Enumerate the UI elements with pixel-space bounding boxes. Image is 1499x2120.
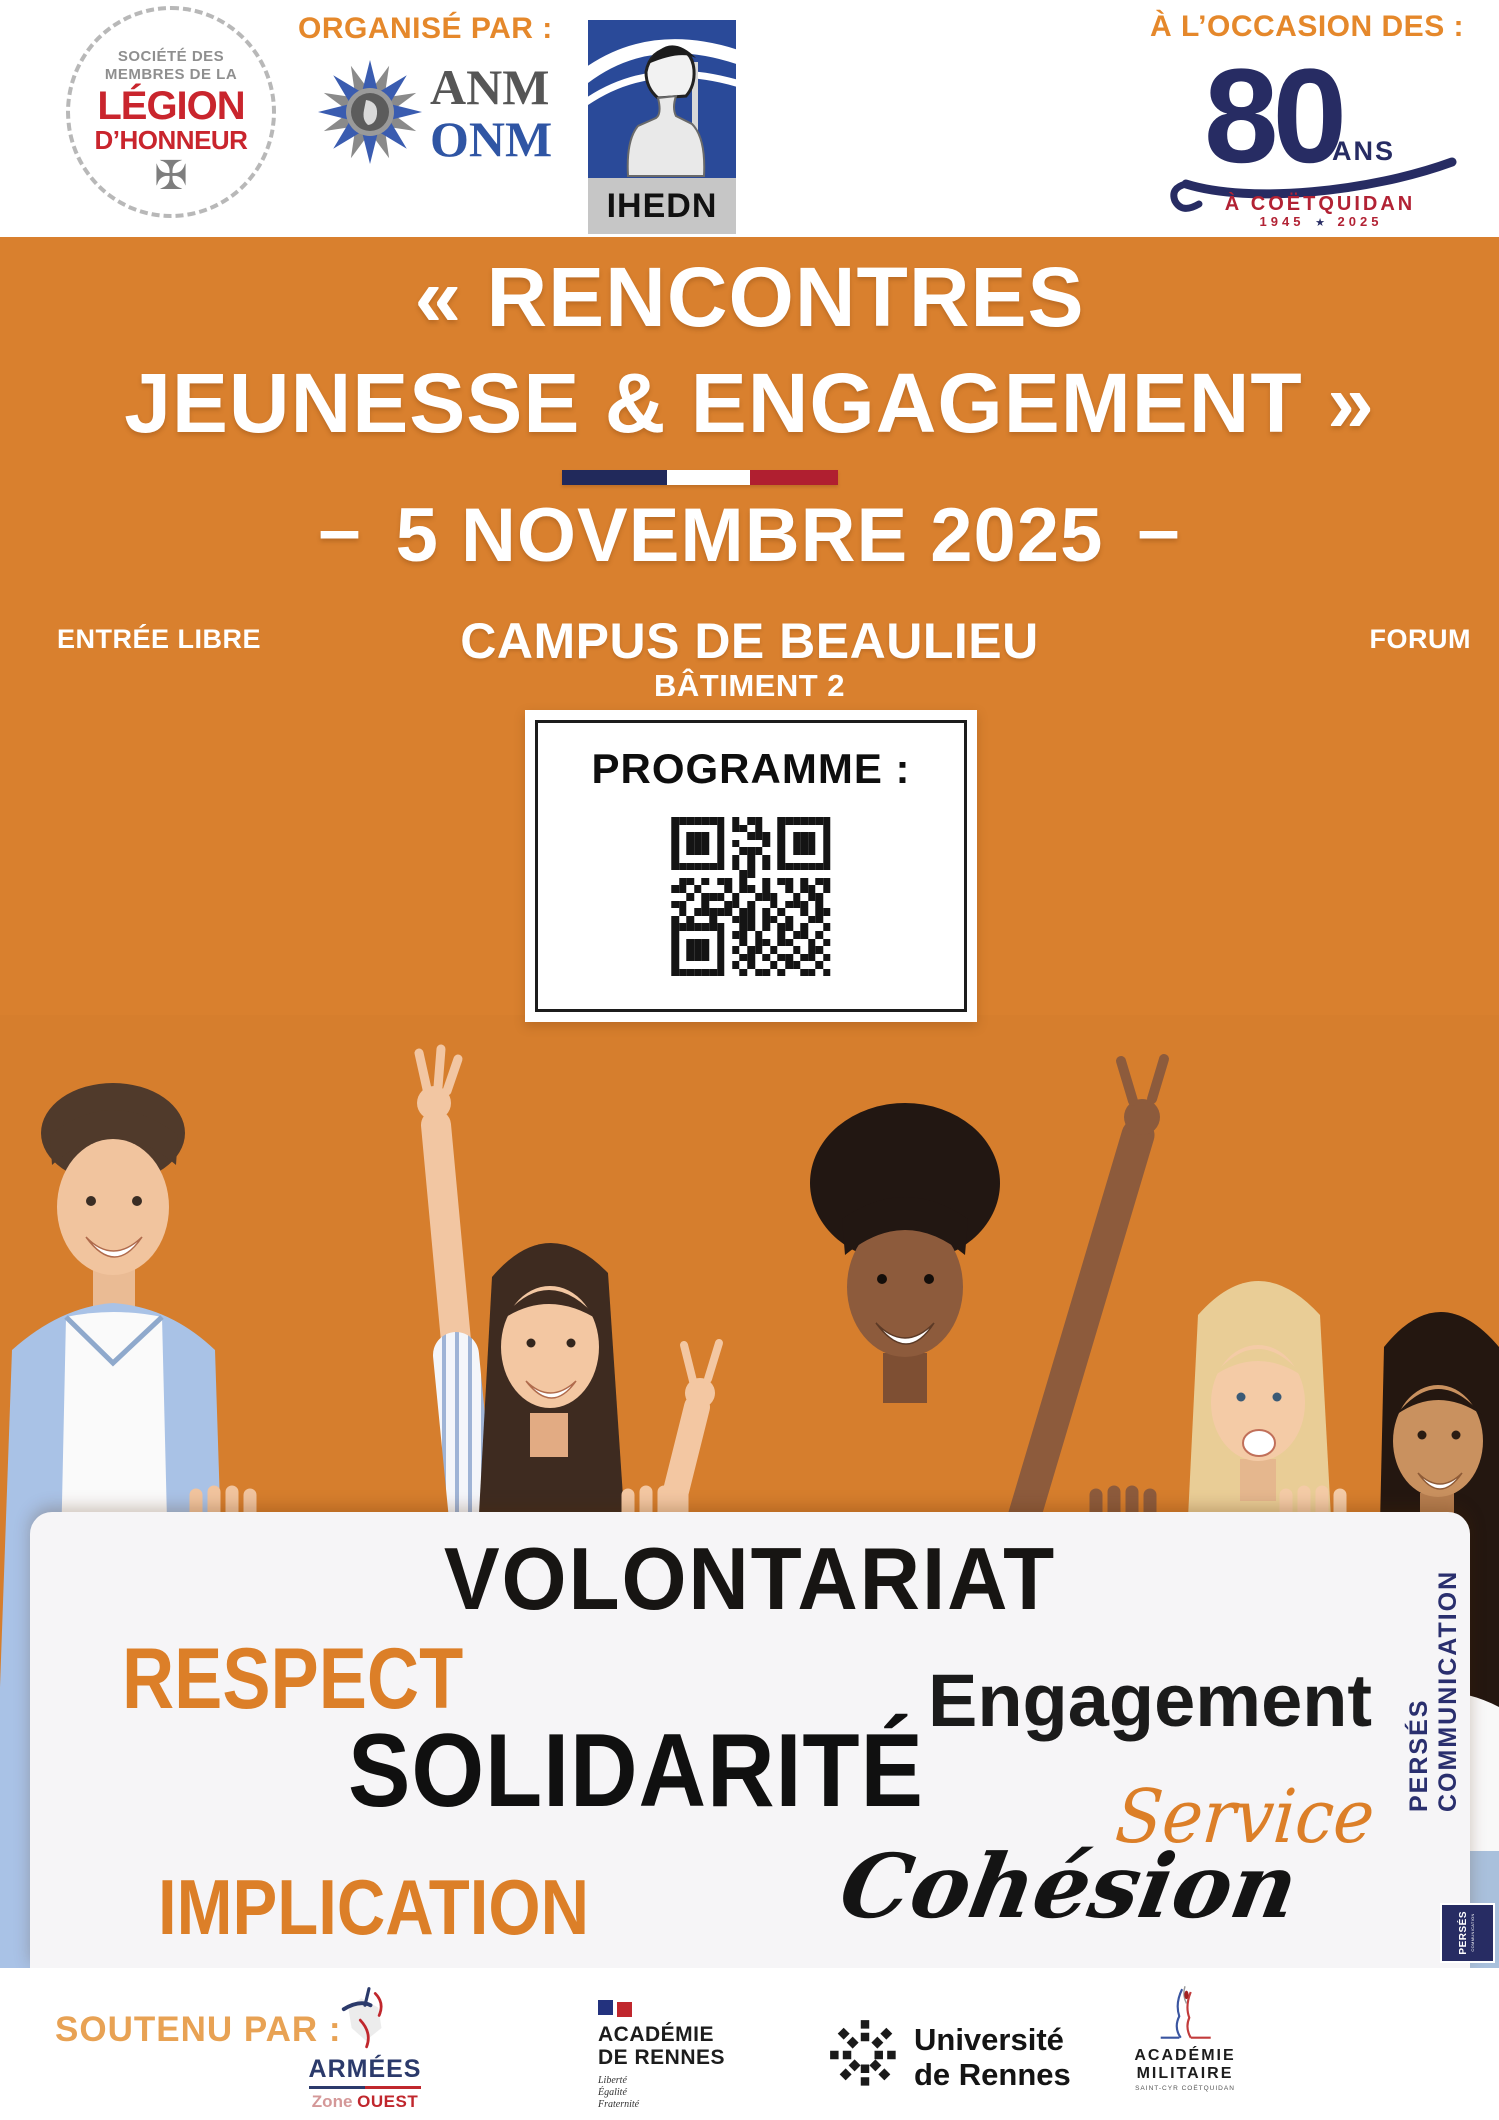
universite-rennes-icon	[828, 2018, 902, 2092]
values-sign	[30, 1512, 1470, 1968]
soutenu-par-label: SOUTENU PAR :	[55, 2010, 342, 2049]
anm-star-icon	[318, 60, 422, 164]
ihedn-logo	[588, 20, 736, 234]
academie-rennes-line2: DE RENNES	[598, 2046, 726, 2069]
ihedn-band	[588, 178, 736, 234]
anm-onm-logo	[318, 60, 578, 210]
batiment-label: BÂTIMENT 2	[654, 668, 845, 703]
word-engagement: Engagement	[928, 1659, 1373, 1742]
80-ans-icon	[1160, 44, 1470, 229]
flag-white	[667, 470, 750, 485]
academie-rennes-line1: ACADÉMIE	[598, 2023, 715, 2046]
ihedn-label: IHEDN	[606, 186, 718, 225]
footer	[0, 1968, 1499, 2120]
universite-line2: de Rennes	[914, 2057, 1071, 2092]
forum-label: FORUM	[1369, 624, 1471, 654]
perses-badge-name: PERSÉS	[1457, 1911, 1469, 1955]
academie-militaire-line2: MILITAIRE	[1136, 2065, 1234, 2082]
academie-militaire-icon	[1142, 1982, 1228, 2042]
svg-text:1945: 1945	[1259, 214, 1305, 229]
entree-libre-label: ENTRÉE LIBRE	[57, 624, 262, 654]
armees-label: ARMÉES	[309, 2055, 422, 2089]
ouest-label: OUEST	[357, 2092, 419, 2111]
academie-militaire-line1: ACADÉMIE	[1134, 2047, 1236, 2064]
perses-communication-credit: PERSÉS COMMUNICATION	[1405, 1569, 1462, 1812]
academie-militaire-line3: SAINT-CYR COËTQUIDAN	[1135, 2085, 1235, 2092]
anm-label: ANM	[430, 59, 550, 115]
universite-rennes-logo	[828, 2018, 1128, 2098]
legion-text: SOCIÉTÉ DES MEMBRES DE LA	[104, 48, 238, 83]
occasion-label: À L’OCCASION DES :	[1150, 10, 1465, 43]
legion-subtitle: D’HONNEUR	[94, 125, 248, 155]
programme-card-border	[535, 720, 967, 1012]
motto: Liberté Égalité Fraternité	[598, 2075, 640, 2110]
svg-text:80: 80	[1204, 44, 1342, 191]
armees-zone-ouest-logo	[300, 1984, 430, 2112]
zone-label: Zone	[311, 2092, 353, 2111]
perses-badge-sub: COMMUNICATION	[1469, 1913, 1475, 1953]
date-text: 5 NOVEMBRE 2025	[395, 493, 1104, 578]
academie-militaire-logo	[1110, 1982, 1260, 2092]
poster-title-line2: JEUNESSE & ENGAGEMENT »	[124, 356, 1375, 450]
universite-line1: Université	[914, 2022, 1064, 2057]
word-respect: RESPECT	[122, 1631, 464, 1727]
svg-text:À COËTQUIDAN: À COËTQUIDAN	[1224, 193, 1416, 215]
qr-code	[671, 817, 830, 976]
programme-label: PROGRAMME :	[591, 745, 911, 792]
maltese-cross-icon: ✠	[154, 154, 188, 198]
flag-blue	[562, 470, 667, 485]
french-flag-divider	[562, 470, 838, 485]
header	[0, 0, 1499, 237]
legion-title: LÉGION	[97, 84, 245, 128]
athena-icon	[588, 20, 736, 178]
date-dash-right: –	[1137, 487, 1181, 572]
french-flag-icon	[598, 2000, 632, 2017]
word-solidarite: SOLIDARITÉ	[348, 1713, 924, 1829]
poster-title-line1: « RENCONTRES	[414, 250, 1085, 344]
svg-text:ANS: ANS	[1332, 136, 1396, 166]
word-implication: IMPLICATION	[158, 1863, 590, 1951]
80-ans-logo	[1160, 44, 1470, 229]
onm-label: ONM	[430, 111, 553, 167]
date-dash-left: –	[318, 487, 362, 572]
word-volontariat: VOLONTARIAT	[443, 1529, 1057, 1628]
flag-red	[750, 470, 838, 485]
legion-honneur-logo	[66, 6, 276, 218]
word-cohesion: Cohésion	[832, 1834, 1306, 1938]
word-service: Service	[1112, 1774, 1378, 1860]
programme-card	[525, 710, 977, 1022]
event-date	[0, 487, 1499, 579]
organise-par-label: ORGANISÉ PAR :	[298, 12, 553, 45]
svg-text:2025: 2025	[1337, 214, 1383, 229]
academie-rennes-logo	[598, 2000, 768, 2111]
armees-icon	[330, 1984, 400, 2050]
perses-badge	[1440, 1903, 1495, 1963]
campus-label: CAMPUS DE BEAULIEU	[460, 613, 1039, 669]
svg-text:★: ★	[1315, 216, 1325, 229]
